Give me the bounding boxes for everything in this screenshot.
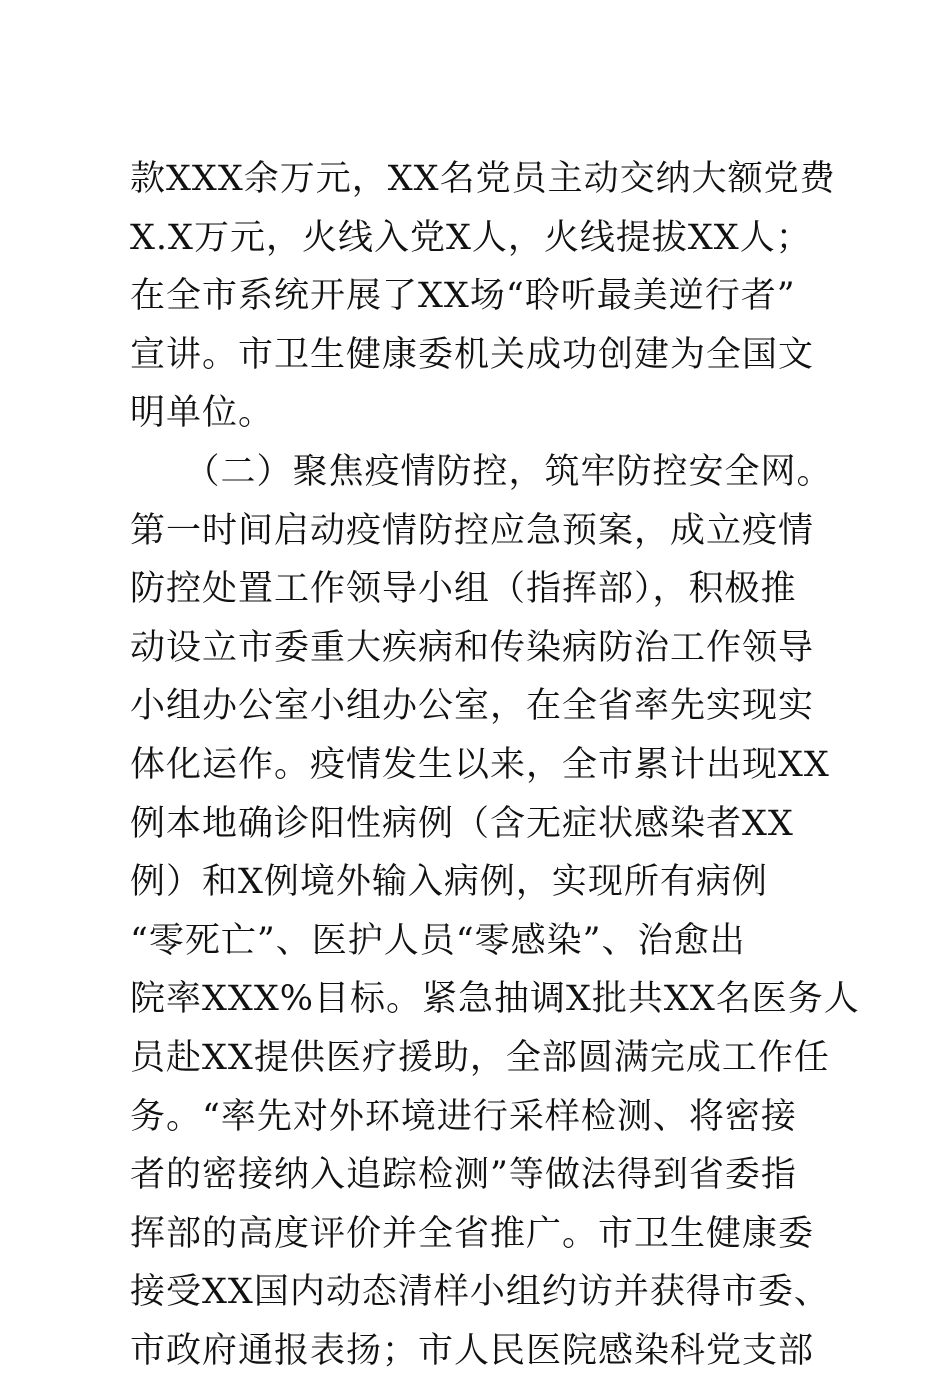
text-line: 小组办公室小组办公室，在全省率先实现实 bbox=[130, 686, 815, 727]
text-line: 宣讲。市卫生健康委机关成功创建为全国文 bbox=[130, 334, 815, 375]
text-line: 市政府通报表扬；市人民医院感染科党支部 bbox=[130, 1330, 815, 1371]
text-line: 者的密接纳入追踪检测”等做法得到省委指 bbox=[130, 1155, 797, 1196]
text-line: 例本地确诊阳性病例（含无症状感染者XX bbox=[130, 803, 794, 844]
text-line: “零死亡”、医护人员“零感染”、治愈出 bbox=[130, 920, 746, 961]
text-line: 体化运作。疫情发生以来，全市累计出现XX bbox=[130, 744, 830, 785]
text-line: 员赴XX提供医疗援助，全部圆满完成工作任 bbox=[130, 1037, 830, 1078]
text-line: 款XXX余万元，XX名党员主动交纳大额党费 bbox=[130, 159, 836, 199]
text-line: 第一时间启动疫情防控应急预案，成立疫情 bbox=[130, 510, 815, 551]
text-line: 挥部的高度评价并全省推广。市卫生健康委 bbox=[130, 1213, 815, 1254]
text-line: 在全市系统开展了XX场“聆听最美逆行者” bbox=[130, 276, 796, 317]
text-line: 例）和X例境外输入病例，实现所有病例 bbox=[130, 862, 768, 903]
text-line: 务。“率先对外环境进行采样检测、将密接 bbox=[130, 1096, 797, 1137]
text-line: 院率XXX%目标。紧急抽调X批共XX名医务人 bbox=[130, 979, 860, 1020]
body-text bbox=[130, 150, 860, 1380]
text-line: 明单位。 bbox=[130, 393, 275, 434]
text-line: 接受XX国内动态清样小组约访并获得市委、 bbox=[130, 1272, 830, 1313]
text-line: 防控处置工作领导小组（指挥部），积极推 bbox=[130, 569, 797, 610]
section-heading-line: （二）聚焦疫情防控，筑牢防控安全网。 bbox=[130, 451, 833, 492]
text-line: 动设立市委重大疾病和传染病防治工作领导 bbox=[130, 627, 815, 668]
text-line: X.X万元，火线入党X人，火线提拔XX人； bbox=[130, 217, 812, 258]
